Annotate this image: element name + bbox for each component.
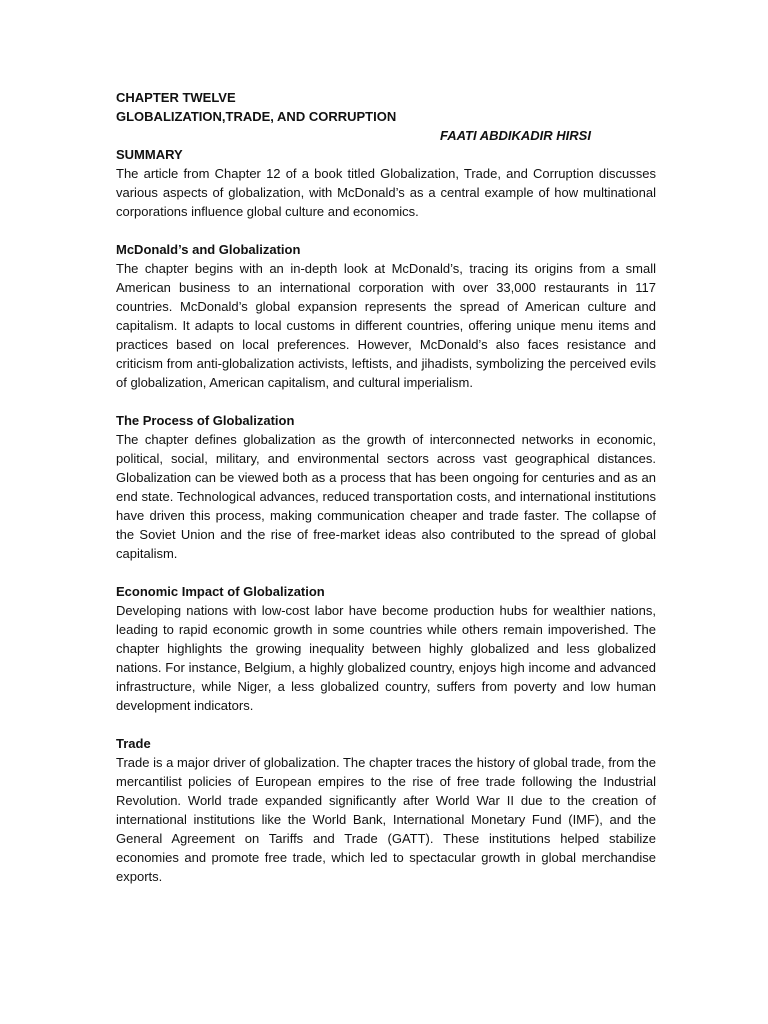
- section-heading-process: The Process of Globalization: [116, 413, 295, 428]
- summary-section: [116, 145, 656, 221]
- summary-heading: SUMMARY: [116, 147, 183, 162]
- section-text-process: The chapter defines globalization as the growth of interconnected networks in economic, political, social, military, and environmental sectors across vast geographical distances. Globalization can be viewed both as a process that has been ongoing for centuries and as an end state. Technological advances, reduced transportation costs, and international institutions have driven this process, making communication cheaper and trade faster. The collapse of the Soviet Union and the rise of free-market ideas also contributed to the spread of global capitalism.: [116, 432, 656, 561]
- section-heading-economic-impact: Economic Impact of Globalization: [116, 584, 325, 599]
- section-text-trade: Trade is a major driver of globalization. The chapter traces the history of global trade, from the mercantilist policies of European empires to the rise of free trade following the Industrial Revolution. World trade expanded significantly after World War II due to the creation of international institutions like the World Bank, International Monetary Fund (IMF), and the General Agreement on Tariffs and Trade (GATT). These institutions helped stabilize economies and promote free trade, which led to spectacular growth in global merchandise exports.: [116, 755, 656, 884]
- section-text-economic-impact: Developing nations with low-cost labor have become production hubs for wealthier nations, leading to rapid economic growth in some countries while others remain impoverished. The chapter highlights the growing inequality between highly globalized and less globalized nations. For instance, Belgium, a highly globalized country, enjoys high income and advanced infrastructure, while Niger, a less globalized country, suffers from poverty and low human development indicators.: [116, 603, 656, 713]
- section-mcdonalds: [116, 240, 656, 392]
- section-heading-trade: Trade: [116, 736, 151, 751]
- chapter-label: CHAPTER TWELVE: [116, 90, 236, 105]
- section-trade: [116, 734, 656, 886]
- chapter-title: GLOBALIZATION,TRADE, AND CORRUPTION: [116, 109, 397, 124]
- section-text-mcdonalds: The chapter begins with an in-depth look at McDonald’s, tracing its origins from a small American business to an international corporation with over 33,000 restaurants in 117 countries. McDonald’s global expansion represents the spread of American culture and capitalism. It adapts to local customs in different countries, offering unique menu items and practices based on local preferences. However, McDonald’s also faces resistance and criticism from anti-globalization activists, leftists, and jihadists, symbolizing the perceived evils of globalization, American capitalism, and cultural imperialism.: [116, 261, 656, 390]
- section-heading-mcdonalds: McDonald’s and Globalization: [116, 242, 301, 257]
- summary-text: The article from Chapter 12 of a book titled Globalization, Trade, and Corruption discusses various aspects of globalization, with McDonald’s as a central example of how multinational corporations influence global culture and economics.: [116, 166, 656, 219]
- document-page: [116, 88, 656, 886]
- section-process: [116, 411, 656, 563]
- author-name: FAATI ABDIKADIR HIRSI: [440, 128, 591, 143]
- section-economic-impact: [116, 582, 656, 715]
